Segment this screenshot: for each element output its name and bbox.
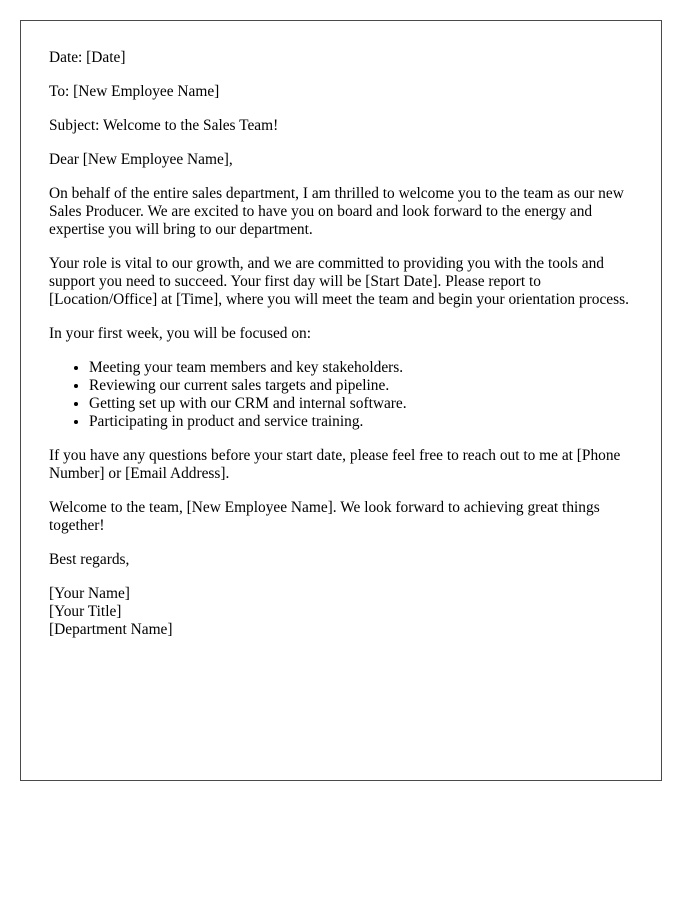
letter-paragraph-contact: If you have any questions before your start date, please feel free to reach out to me at [Phone Number] or [Email Address].: [49, 447, 621, 482]
list-item: • Reviewing our current sales targets and pipeline.: [89, 377, 633, 395]
letter-list-intro: In your first week, you will be focused on:: [49, 325, 312, 342]
list-item: • Meeting your team members and key stakeholders.: [89, 359, 633, 377]
letter-closing: Best regards,: [49, 551, 130, 568]
letter-recipient: To: [New Employee Name]: [49, 83, 220, 100]
letter-paragraph-closing-welcome: Welcome to the team, [New Employee Name]. We look forward to achieving great things together!: [49, 499, 600, 534]
first-week-focus-list: [49, 359, 633, 431]
letter-paragraph-first-day: Your role is vital to our growth, and we are committed to providing you with the tools and support you need to succeed. Your first day will be [Start Date]. Please report to [Location/Office] at [Time], where you will meet the team and begin your orientation process.: [49, 255, 629, 308]
signature-title: [Your Title]: [49, 603, 122, 620]
letter-signature-block: [49, 585, 633, 639]
signature-department: [Department Name]: [49, 621, 173, 638]
letter-salutation: Dear [New Employee Name],: [49, 151, 233, 168]
list-item: • Getting set up with our CRM and internal software.: [89, 395, 633, 413]
letter-date: Date: [Date]: [49, 49, 126, 66]
list-item: • Participating in product and service training.: [89, 413, 633, 431]
signature-name: [Your Name]: [49, 585, 130, 602]
letter-document: [20, 20, 662, 781]
letter-paragraph-welcome: On behalf of the entire sales department, I am thrilled to welcome you to the team as our new Sales Producer. We are excited to have you on board and look forward to the energy and expertise you will bring to our department.: [49, 185, 624, 238]
letter-subject: Subject: Welcome to the Sales Team!: [49, 117, 279, 134]
